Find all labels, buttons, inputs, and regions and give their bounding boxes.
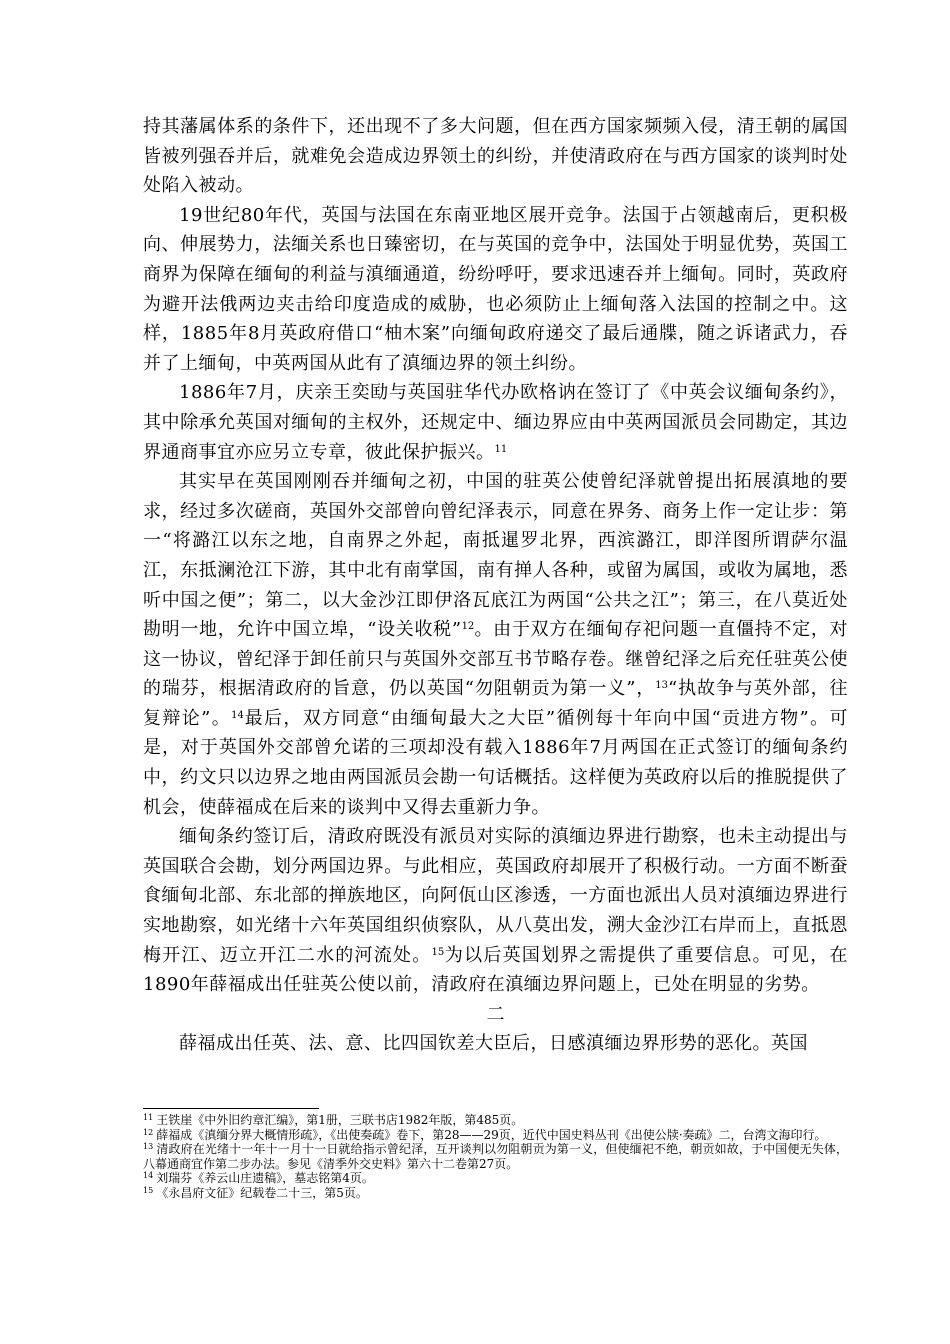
footnote-14 bbox=[143, 1171, 848, 1186]
footnote-text: 王铁崖《中外旧约章汇编》，第1册，三联书店1982年版，第485页。 bbox=[156, 1113, 524, 1127]
paragraph-4-text-a: 其实早在英国刚刚吞并缅甸之初，中国的驻英公使曾纪泽就曾提出拓展滇地的要求，经过多次磋商，英国外交部曾向曾纪泽表示，同意在界务、商务上作一定让步：第一“将潞江以东之地，自南界之外起，南抵暹罗北界，西滨潞江，即洋图所谓萨尔温江，东抵澜沧江下游，其中北有南掌国，南有掸人各种，或留为属国，或收为属地，悉听中国之便”；第二，以大金沙江即伊洛瓦底江为两国“公共之江”；第三，在八莫近处勘明一地，允许中国立埠，“设关收税” bbox=[143, 471, 848, 641]
paragraph-2-text: 19世纪80年代，英国与法国在东南亚地区展开竞争。法国于占领越南后，更积极向、伸展势力，法缅关系也日臻密切，在与英国的竞争中，法国处于明显优势，英国工商界为保障在缅甸的利益与滇缅通道，纷纷呼吁，要求迅速吞并上缅甸。同时，英政府为避开法俄两边夹击给印度造成的威胁，也必须防止上缅甸落入法国的控制之中。这样，1885年8月英政府借口“柚木案”向缅甸政府递交了最后通牒，随之诉诸武力，吞并了上缅甸，中英两国从此有了滇缅边界的领土纠纷。 bbox=[143, 204, 848, 374]
paragraph-4-text-b: 。由于双方在缅甸存祀问题一直僵持不定，对这一协议，曾纪泽于卸任前只与英国外交部互书节略存卷。继曾纪泽之后充任驻英公使的瑞芬，根据清政府的旨意，仍以英国“勿阻朝贡为第一义”， bbox=[143, 619, 849, 700]
footnote-ref-12[interactable]: 12 bbox=[461, 621, 475, 633]
footnote-text: 《永昌府文征》纪载卷二十三，第5页。 bbox=[156, 1185, 368, 1200]
paragraph-5-text-a: 缅甸条约签订后，清政府既没有派员对实际的滇缅边界进行勘察，也未主动提出与英国联合会勘，划分两国边界。与此相应，英国政府却展开了积极行动。一方面不断蚕食缅甸北部、东北部的掸族地区，向阿佤山区渗透，一方面也派出人员对滇缅边界进行实地勘察，如光绪十六年英国组织侦察队，从八莫出发，溯大金沙江右岸而上，直抵恩梅开江、迈立开江二水的河流处。 bbox=[143, 826, 848, 966]
paragraph-4-text-c: “执故争与英外部，往复辩论”。 bbox=[143, 678, 848, 729]
footnotes-section bbox=[143, 1108, 848, 1201]
section-heading: 二 bbox=[486, 1003, 505, 1025]
paragraph-2 bbox=[143, 201, 848, 379]
footnote-number: 15 bbox=[143, 1185, 154, 1195]
footnote-15 bbox=[143, 1186, 848, 1201]
footnote-ref-13[interactable]: 13 bbox=[655, 680, 668, 692]
footnote-11 bbox=[143, 1113, 848, 1128]
footnote-text: 清政府在光绪十一年十一月十一日就给指示曾纪泽，互开谈判以勿阻朝贡为第一义，但使缅祀不绝，朝贡如故，于中国便无失体，八幕通商宜作第二步办法。参见《清季外交史料》第六十二卷第27页。 bbox=[143, 1142, 848, 1171]
paragraph-4-text-d: 最后，双方同意“由缅甸最大之大臣”循例每十年向中国“贡进方物”。可是，对于英国外交部曾允诺的三项却没有载入1886年7月两国在正式签订的缅甸条约中，约文只以边界之地由两国派员会勘一句话概括。这样便为英政府以后的推脱提供了机会，使薛福成在后来的谈判中又得去重新力争。 bbox=[143, 707, 848, 818]
paragraph-1-text: 持其藩属体系的条件下，还出现不了多大问题，但在西方国家频频入侵，清王朝的属国皆被列强吞并后，就难免会造成边界领土的纠纷，并使清政府在与西方国家的谈判时处处陷入被动。 bbox=[143, 116, 848, 197]
document-body bbox=[143, 112, 848, 1059]
paragraph-6-text: 薛福成出任英、法、意、比四国钦差大臣后，日感滇缅边界形势的恶化。英国 bbox=[179, 1033, 808, 1055]
paragraph-5-text-b: 为以后英国划界之需提供了重要信息。可见，在1890年薛福成出任驻英公使以前，清政府在滇缅边界问题上，已处在明显的劣势。 bbox=[143, 944, 849, 996]
paragraph-4 bbox=[143, 467, 848, 822]
footnote-text: 刘瑞芬《养云山庄遗稿》，墓志铭第4页。 bbox=[156, 1171, 374, 1186]
paragraph-1 bbox=[143, 112, 848, 201]
footnote-text: 薛福成《滇缅分界大概情形疏》，《出使奏疏》卷下，第28——29页，近代中国史料丛刊《出使公牍·奏疏》二，台湾文海印行。 bbox=[156, 1127, 827, 1142]
footnote-number: 11 bbox=[143, 1113, 154, 1122]
footnote-ref-14[interactable]: 14 bbox=[231, 709, 244, 721]
paragraph-6 bbox=[143, 1029, 848, 1059]
paragraph-5 bbox=[143, 822, 848, 1000]
footnote-12 bbox=[143, 1128, 848, 1143]
paragraph-3-text: 1886年7月，庆亲王奕劻与英国驻华代办欧格讷在签订了《中英会议缅甸条约》，其中除承允英国对缅甸的主权外，还规定中、缅边界应由中英两国派员会同勘定，其边界通商事宜亦应另立专章，彼此保护振兴。 bbox=[143, 382, 848, 463]
footnote-13 bbox=[143, 1142, 848, 1171]
paragraph-3 bbox=[143, 378, 848, 467]
footnote-number: 13 bbox=[143, 1142, 154, 1152]
footnote-ref-15[interactable]: 15 bbox=[431, 946, 445, 958]
footnote-number: 12 bbox=[143, 1127, 154, 1137]
footnote-ref-11[interactable]: 11 bbox=[494, 443, 508, 455]
footnote-divider bbox=[143, 1108, 319, 1109]
footnote-number: 14 bbox=[143, 1171, 154, 1181]
